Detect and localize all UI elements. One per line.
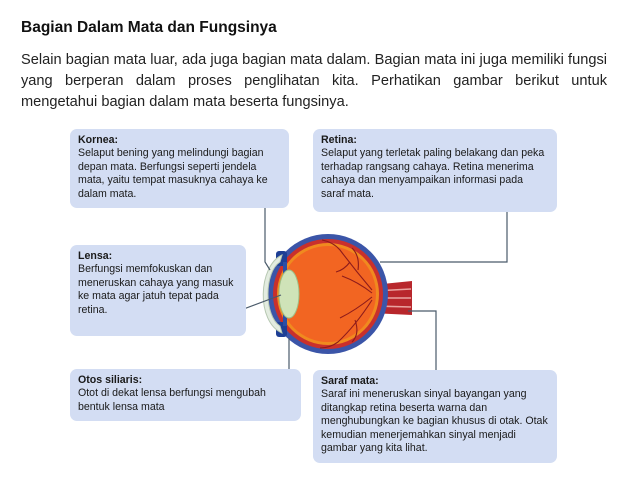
section-heading: Bagian Dalam Mata dan Fungsinya (21, 19, 277, 36)
callout-retina (313, 129, 557, 212)
callout-otos-siliaris (70, 369, 301, 421)
callout-otos-siliaris-title: Otos siliaris: (78, 374, 143, 386)
callout-lensa-desc: Berfungsi memfokuskan dan meneruskan cahaya yang masuk ke mata agar jatuh tepat pada retina. (78, 263, 234, 316)
callout-retina-desc: Selaput yang terletak paling belakang dan peka terhadap rangsang cahaya. Retina menerima cahaya dan menyampaikan informasi pada saraf mata. (321, 147, 545, 200)
callout-saraf-mata (313, 370, 557, 463)
callout-saraf-mata-desc: Saraf ini meneruskan sinyal bayangan yang ditangkap retina beserta warna dan menghubungkan ke bagian khusus di otak. Otak kemudian menerjemahkan sinyal menjadi gambar yang kita lihat. (321, 388, 548, 455)
callout-kornea-desc: Selaput bening yang melindungi bagian depan mata. Berfungsi seperti jendela mata, yaitu tempat masuknya cahaya ke dalam mata. (78, 147, 268, 200)
callout-kornea-title: Kornea: (78, 134, 119, 146)
lens (279, 270, 299, 318)
callout-otos-siliaris-desc: Otot di dekat lensa berfungsi mengubah bentuk lensa mata (78, 387, 266, 413)
callout-saraf-mata-title: Saraf mata: (321, 375, 379, 387)
intro-paragraph: Selain bagian mata luar, ada juga bagian mata dalam. Bagian mata ini juga memiliki fungsi yang berperan dalam proses penglihatan kita. Perhatikan gambar berikut untuk mengetahui bagian dalam mata beserta fungsinya. (21, 52, 607, 110)
callout-lensa-title: Lensa: (78, 250, 113, 262)
callout-kornea (70, 129, 289, 208)
callout-lensa (70, 245, 246, 336)
callout-retina-title: Retina: (321, 134, 357, 146)
